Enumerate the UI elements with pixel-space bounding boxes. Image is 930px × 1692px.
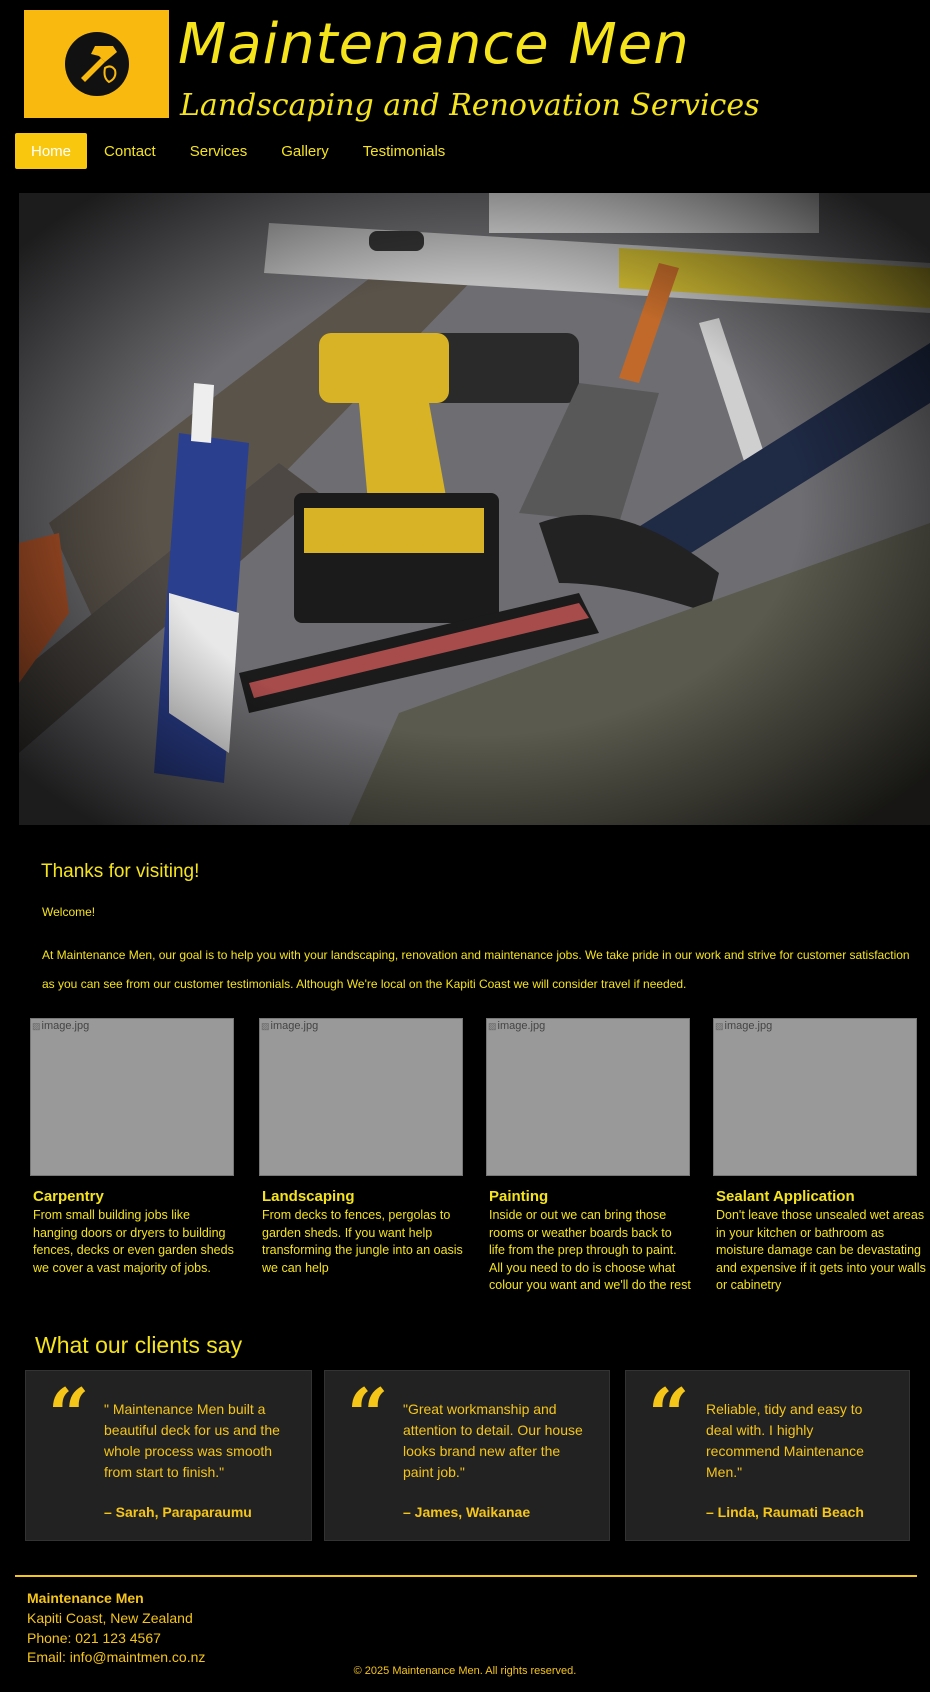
- site-title: Maintenance Men: [178, 12, 690, 77]
- testimonials-title: What our clients say: [35, 1332, 243, 1358]
- quote-icon: “: [347, 1372, 389, 1457]
- service-card-sealant: [713, 1018, 928, 1295]
- footer-email[interactable]: Email: info@maintmen.co.nz: [27, 1649, 206, 1665]
- footer-phone[interactable]: Phone: 021 123 4567: [27, 1630, 161, 1646]
- testimonial-author: – Sarah, Paraparaumu: [104, 1504, 252, 1520]
- testimonial-author: – Linda, Raumati Beach: [706, 1504, 864, 1520]
- nav-item-services[interactable]: Services: [189, 142, 248, 160]
- testimonial-author: – James, Waikanae: [403, 1504, 531, 1520]
- testimonial-card: [25, 1370, 312, 1541]
- hero-image: [19, 193, 930, 825]
- service-title: Sealant Application: [716, 1188, 855, 1205]
- testimonial-card: [625, 1370, 910, 1541]
- nav-item-home[interactable]: Home: [15, 133, 87, 169]
- service-description: From small building jobs like hanging doors or dryers to building fences, decks or even garden sheds we cover a vast majority of jobs.: [33, 1208, 234, 1275]
- intro-welcome: Welcome!: [42, 905, 96, 919]
- testimonial-quote: Reliable, tidy and easy to deal with. I highly recommend Maintenance Men.": [706, 1401, 864, 1480]
- service-image: ▨ image.jpg: [486, 1018, 690, 1176]
- service-image: ▨ image.jpg: [30, 1018, 234, 1176]
- copyright: © 2025 Maintenance Men. All rights reserved.: [353, 1665, 577, 1677]
- service-card-carpentry: [30, 1018, 235, 1277]
- service-title: Painting: [489, 1188, 549, 1205]
- intro-body: At Maintenance Men, our goal is to help you with your landscaping, renovation and maintenance jobs. We take pride in our work and strive for customer satisfaction as you can see from our customer testimonials. Although We're local on the Kapiti Coast we will consider travel if needed.: [42, 948, 910, 991]
- service-image: ▨ image.jpg: [259, 1018, 463, 1176]
- service-card-painting: [486, 1018, 691, 1295]
- service-title: Carpentry: [33, 1188, 104, 1205]
- service-card-landscaping: [259, 1018, 464, 1277]
- testimonial-card: [324, 1370, 610, 1541]
- main-nav: [15, 133, 462, 169]
- footer-business-name: Maintenance Men: [27, 1590, 144, 1606]
- intro-title: Thanks for visiting!: [41, 861, 200, 882]
- footer-location: Kapiti Coast, New Zealand: [27, 1610, 193, 1626]
- service-title: Landscaping: [262, 1188, 355, 1205]
- service-description: From decks to fences, pergolas to garden sheds. If you want help transforming the jungle into an oasis we can help: [262, 1208, 463, 1275]
- site-logo[interactable]: [24, 10, 169, 118]
- site-subtitle: Landscaping and Renovation Services: [180, 88, 760, 123]
- service-description: Inside or out we can bring those rooms or weather boards back to life from the prep through to paint. All you need to do is choose what colour you want and we'll do the rest: [489, 1208, 691, 1292]
- testimonial-quote: "Great workmanship and attention to detail. Our house looks brand new after the paint job.": [403, 1401, 583, 1480]
- footer-divider: [15, 1575, 917, 1577]
- service-image: ▨ image.jpg: [713, 1018, 917, 1176]
- nav-item-contact[interactable]: Contact: [104, 142, 156, 160]
- hammer-hand-icon: [61, 28, 133, 100]
- nav-item-gallery[interactable]: Gallery: [281, 142, 329, 160]
- service-description: Don't leave those unsealed wet areas in your kitchen or bathroom as moisture damage can be devastating and expensive if it gets into your walls or cabinetry: [716, 1208, 926, 1292]
- quote-icon: “: [48, 1372, 90, 1457]
- testimonial-quote: " Maintenance Men built a beautiful deck for us and the whole process was smooth from start to finish.": [104, 1401, 280, 1480]
- quote-icon: “: [648, 1372, 690, 1457]
- nav-item-testimonials[interactable]: Testimonials: [362, 142, 446, 160]
